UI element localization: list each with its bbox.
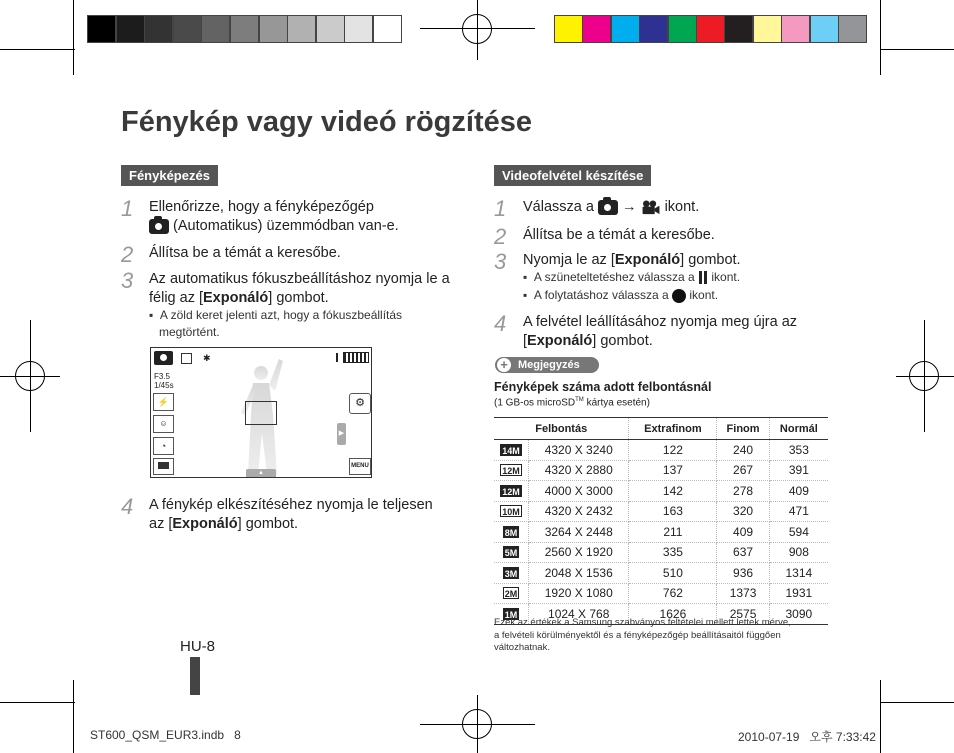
table-title: Fényképek száma adott felbontásnál — [494, 380, 712, 394]
table-cell-extra: 335 — [629, 542, 717, 563]
timer-icon[interactable]: ◔ — [153, 437, 174, 455]
step-number: 2 — [494, 224, 507, 249]
step-text: (Automatikus) üzemmódban van-e. — [173, 218, 399, 234]
table-cell-fine: 2575 — [717, 604, 769, 625]
column-header: Finom — [717, 418, 769, 440]
resolution-icon-cell — [494, 440, 529, 461]
table-cell-normal: 594 — [769, 522, 828, 543]
resolution-icon-cell — [494, 563, 529, 584]
resolution-icon: 3M — [504, 568, 518, 579]
process-swatch — [696, 15, 725, 43]
resolution-icon-cell — [494, 583, 529, 604]
footnote-line: változhatnak. — [494, 642, 550, 653]
step-number: 4 — [494, 311, 507, 336]
table-cell-normal: 3090 — [769, 604, 828, 625]
bullet-text: A zöld keret jelenti azt, hogy a fókuszbeállítás — [159, 308, 403, 322]
step-text: ] gombot. — [680, 252, 741, 268]
gray-swatch — [287, 15, 316, 43]
movie-icon — [641, 200, 661, 215]
table-cell-extra: 137 — [629, 460, 717, 481]
table-cell-res: 3264 X 2448 — [529, 522, 629, 543]
arrow-icon: → — [622, 199, 637, 215]
bullet-text: megtörtént. — [159, 325, 220, 339]
crop-mark — [880, 0, 881, 75]
step-text-line — [523, 332, 653, 351]
resolution-icon: 12M — [502, 466, 520, 477]
step-text: félig az [ — [149, 290, 203, 306]
table-cell-fine: 637 — [717, 542, 769, 563]
table-cell-normal: 908 — [769, 542, 828, 563]
step-number: 2 — [121, 242, 134, 267]
shutter-button-label: Exponáló — [527, 333, 593, 349]
table-cell-normal: 353 — [769, 440, 828, 461]
step-text-line — [149, 515, 298, 534]
step-text: Ellenőrizze, hogy a fényképezőgép — [149, 199, 374, 215]
resolution-icon-cell — [494, 501, 529, 522]
table-cell-res: 4320 X 2432 — [529, 501, 629, 522]
process-swatch — [554, 15, 583, 43]
bullet-text: ikont. — [689, 288, 719, 302]
table-cell-fine: 267 — [717, 460, 769, 481]
table-row — [494, 542, 828, 563]
quality-icon: ✱ — [203, 353, 211, 363]
registration-circle — [909, 361, 939, 391]
resolution-table — [494, 417, 828, 625]
table-cell-extra: 510 — [629, 563, 717, 584]
side-tab-arrow[interactable]: ▶ — [337, 423, 346, 445]
gray-swatch — [201, 15, 230, 43]
footnote — [494, 617, 791, 655]
process-swatch — [810, 15, 839, 43]
gray-swatch — [144, 15, 173, 43]
step-number: 4 — [121, 494, 134, 519]
gray-swatch — [116, 15, 145, 43]
step-text: ikont. — [664, 199, 700, 215]
step-number: 3 — [121, 268, 134, 293]
step-number: 3 — [494, 249, 507, 274]
shutter-button-label: Exponáló — [203, 290, 269, 306]
process-swatch — [582, 15, 611, 43]
record-icon — [672, 289, 686, 303]
table-cell-normal: 1931 — [769, 583, 828, 604]
step-number: 1 — [121, 196, 134, 221]
resolution-icon-cell — [494, 481, 529, 502]
table-cell-res: 2048 X 1536 — [529, 563, 629, 584]
pause-icon — [698, 271, 708, 284]
table-cell-extra: 762 — [629, 583, 717, 604]
resolution-icon: 12M — [502, 486, 520, 497]
bullet-text: A szüneteltetéshez válassza a — [533, 270, 695, 284]
table-cell-res: 1920 X 1080 — [529, 583, 629, 604]
step-text-line — [523, 251, 741, 270]
step-text: A felvétel leállításához nyomja meg újra az — [523, 314, 798, 330]
column-header: Extrafinom — [629, 418, 717, 440]
registration-circle — [15, 361, 45, 391]
section-label-photo: Fényképezés — [121, 165, 218, 186]
menu-button[interactable]: MENU — [349, 458, 371, 475]
table-subtitle-text: kártya esetén) — [583, 397, 650, 409]
step-text: Állítsa be a témát a keresőbe. — [149, 245, 341, 261]
table-cell-fine: 1373 — [717, 583, 769, 604]
table-cell-res: 1024 X 768 — [529, 604, 629, 625]
bullet: ▪ A szüneteltetéshez válassza a ikont. — [523, 270, 741, 284]
table-row — [494, 522, 828, 543]
crop-mark — [0, 702, 75, 703]
step-text: ] gombot. — [268, 290, 329, 306]
table-cell-fine: 320 — [717, 501, 769, 522]
resolution-icon: 10M — [502, 507, 520, 518]
camera-icon — [149, 219, 169, 234]
page-tab-marker — [190, 657, 200, 695]
flash-icon[interactable]: ⚡ — [153, 393, 174, 411]
memory-icon — [336, 353, 338, 362]
crop-mark — [880, 49, 954, 50]
column-header: Felbontás — [494, 418, 629, 440]
gray-swatch — [316, 15, 345, 43]
step-text-line — [149, 289, 329, 308]
table-row — [494, 481, 828, 502]
table-subtitle — [494, 397, 650, 408]
process-swatch — [611, 15, 640, 43]
table-cell-normal: 471 — [769, 501, 828, 522]
step-text: ] gombot. — [237, 516, 299, 532]
table-cell-extra: 1626 — [629, 604, 717, 625]
resolution-icon-cell — [494, 542, 529, 563]
table-cell-fine: 409 — [717, 522, 769, 543]
shutter-button-label: Exponáló — [172, 516, 238, 532]
table-cell-res: 4320 X 3240 — [529, 440, 629, 461]
battery-icon — [343, 352, 369, 363]
table-row — [494, 501, 828, 522]
table-cell-fine: 240 — [717, 440, 769, 461]
camera-icon — [598, 200, 618, 215]
step-text: ] gombot. — [592, 333, 653, 349]
process-swatch — [838, 15, 867, 43]
step-text: A fénykép elkészítéséhez nyomja le teljesen — [149, 497, 433, 513]
page-title: Fénykép vagy videó rögzítése — [121, 106, 532, 138]
resolution-icon: 8M — [504, 527, 518, 538]
crop-mark — [0, 49, 75, 50]
footnote-line: Ezek az értékek a Samsung szabványos feltételei mellett lettek mérve, — [494, 617, 791, 628]
effect-icon[interactable]: ⚙ — [349, 393, 371, 414]
step-number: 1 — [494, 196, 507, 221]
bullet-text: ikont. — [711, 270, 741, 284]
process-swatch — [668, 15, 697, 43]
registration-circle — [462, 709, 492, 739]
registration-circle — [462, 14, 492, 44]
process-swatch — [724, 15, 753, 43]
table-row — [494, 583, 828, 604]
table-header-row — [494, 418, 828, 440]
table-row — [494, 563, 828, 584]
step-text: Állítsa be a témát a keresőbe. — [523, 227, 715, 243]
table-cell-extra: 211 — [629, 522, 717, 543]
camera-screen-illustration — [150, 347, 372, 478]
step-text: az [ — [149, 516, 173, 532]
table-cell-extra: 122 — [629, 440, 717, 461]
plus-icon: + — [497, 358, 511, 372]
table-row — [494, 460, 828, 481]
step-text: Válassza a — [523, 199, 594, 215]
crop-mark — [73, 0, 74, 75]
face-detection-icon[interactable]: ☺ — [153, 415, 174, 433]
bullet-text: A folytatáshoz válassza a — [533, 288, 669, 302]
table-cell-normal: 1314 — [769, 563, 828, 584]
table-row — [494, 440, 828, 461]
resolution-icon-cell — [494, 460, 529, 481]
table-cell-normal: 409 — [769, 481, 828, 502]
table-subtitle-text: (1 GB-os microSD — [494, 397, 576, 409]
table-cell-res: 4000 X 3000 — [529, 481, 629, 502]
crop-mark — [73, 680, 74, 753]
resolution-icon: 14M — [502, 445, 520, 456]
section-label-video: Videofelvétel készítése — [494, 165, 651, 186]
note-badge — [495, 357, 599, 373]
note-label: Megjegyzés — [518, 359, 580, 371]
resolution-icon: 2M — [504, 589, 518, 600]
table-cell-extra: 163 — [629, 501, 717, 522]
print-file-info: ST600_QSM_EUR3.indb 8 — [90, 728, 241, 742]
gray-swatch — [373, 15, 402, 43]
gray-swatch — [87, 15, 116, 43]
table-cell-fine: 936 — [717, 563, 769, 584]
process-swatch — [639, 15, 668, 43]
camera-mode-icon — [154, 351, 173, 365]
focus-frame — [245, 401, 277, 425]
step-text: Az automatikus fókuszbeállításhoz nyomja le a — [149, 271, 450, 287]
gray-swatch — [344, 15, 373, 43]
process-swatch — [753, 15, 782, 43]
bullet: ▪ A zöld keret jelenti azt, hogy a fókuszbeállítás — [149, 308, 403, 322]
table-cell-res: 4320 X 2880 — [529, 460, 629, 481]
bullet: ▪ A folytatáshoz válassza a ikont. — [523, 288, 719, 302]
footnote-line: a felvételi körülményektől és a fényképezőgép beállításaitól függően — [494, 629, 781, 641]
step-text: [ — [523, 333, 528, 349]
step-text-line — [523, 198, 699, 217]
gray-swatch — [230, 15, 259, 43]
process-swatch — [781, 15, 810, 43]
gray-swatch — [259, 15, 288, 43]
shutter-button-label: Exponáló — [614, 252, 681, 268]
trademark-mark: TM — [575, 397, 584, 403]
aperture-value: F3.5 — [154, 372, 171, 381]
resolution-icon — [181, 353, 192, 364]
crop-mark — [880, 702, 954, 703]
step-text-line — [149, 217, 399, 236]
shutter-speed-value: 1/45s — [154, 381, 174, 390]
step-text: Nyomja le az [ — [523, 252, 615, 268]
column-header: Normál — [769, 418, 828, 440]
print-timestamp: 2010-07-19 오후 7:33:42 — [738, 730, 876, 744]
resolution-icon: 5M — [504, 548, 518, 559]
table-cell-normal: 391 — [769, 460, 828, 481]
table-cell-res: 2560 X 1920 — [529, 542, 629, 563]
resolution-icon: 1M — [504, 609, 518, 620]
page-number: HU-8 — [180, 638, 216, 655]
table-cell-fine: 278 — [717, 481, 769, 502]
bottom-tab-arrow[interactable]: ▲ — [246, 469, 276, 478]
display-mode-icon[interactable] — [153, 458, 174, 475]
crop-mark — [880, 680, 881, 753]
resolution-icon-cell — [494, 522, 529, 543]
gray-swatch — [173, 15, 202, 43]
table-cell-extra: 142 — [629, 481, 717, 502]
